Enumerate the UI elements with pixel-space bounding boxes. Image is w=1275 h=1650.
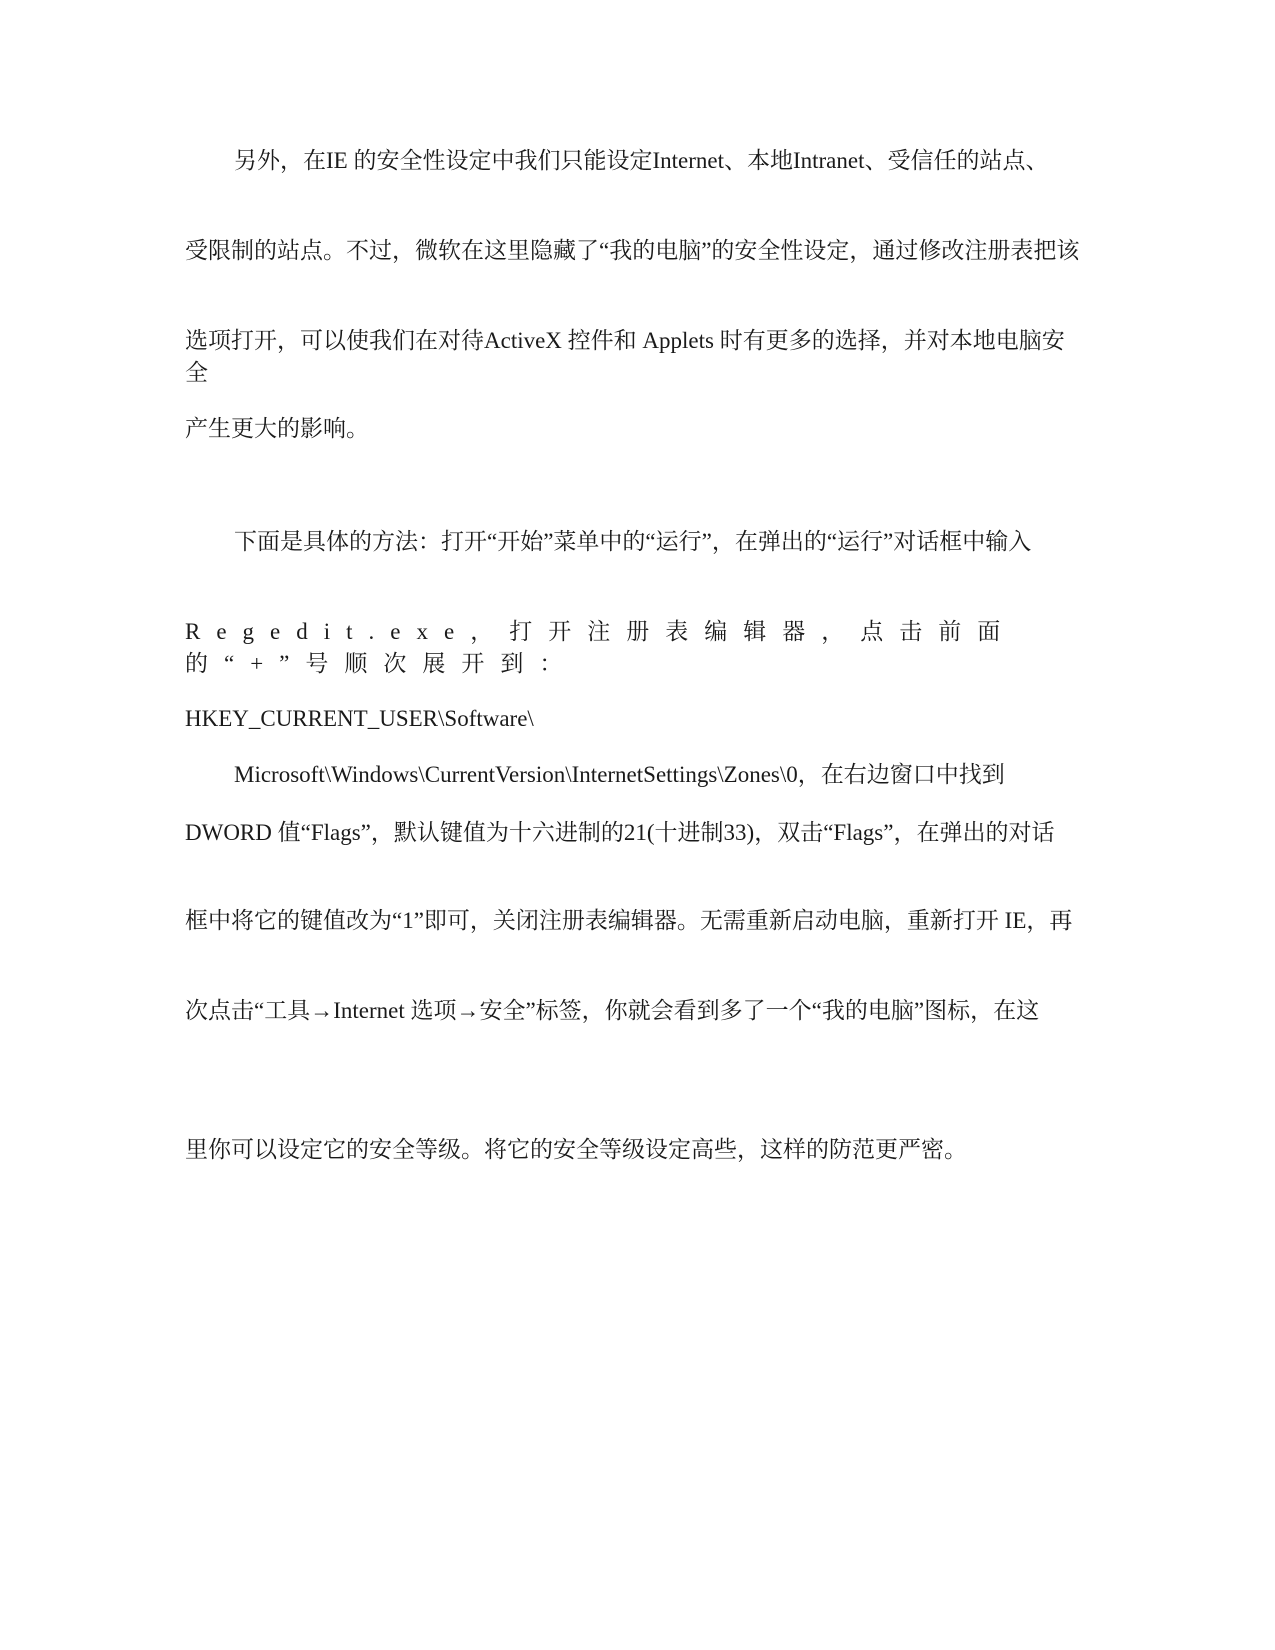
paragraph-line: 下面是具体的方法：打开“开始”菜单中的“运行”，在弹出的“运行”对话框中输入: [234, 529, 1032, 554]
paragraph-line: 选项打开，可以使我们在对待ActiveX 控件和 Applets 时有更多的选择，并对本地电脑安全: [185, 328, 1065, 385]
paragraph-line: DWORD 值“Flags”，默认键值为十六进制的21(十进制33)，双击“Flags”，在弹出的对话: [185, 820, 1055, 845]
registry-path-line: HKEY_CURRENT_USER\Software\: [185, 706, 534, 731]
paragraph-line: Regedit.exe，打开注册表编辑器，点击前面的“+”号顺次展开到：: [185, 619, 1017, 676]
paragraph-line: 里你可以设定它的安全等级。将它的安全等级设定高些，这样的防范更严密。: [185, 1137, 967, 1162]
registry-path-line: Microsoft\Windows\CurrentVersion\InternetSettings\Zones\0，在右边窗口中找到: [234, 762, 1005, 787]
paragraph-line: 产生更大的影响。: [185, 416, 369, 441]
paragraph-line: 框中将它的键值改为“1”即可，关闭注册表编辑器。无需重新启动电脑，重新打开 IE，再: [185, 908, 1073, 933]
paragraph-line: 受限制的站点。不过，微软在这里隐藏了“我的电脑”的安全性设定，通过修改注册表把该: [185, 238, 1080, 263]
paragraph-line: 次点击“工具→Internet 选项→安全”标签，你就会看到多了一个“我的电脑”图标，在这: [185, 998, 1040, 1023]
paragraph-line: 另外，在IE 的安全性设定中我们只能设定Internet、本地Intranet、受信任的站点、: [234, 148, 1049, 173]
